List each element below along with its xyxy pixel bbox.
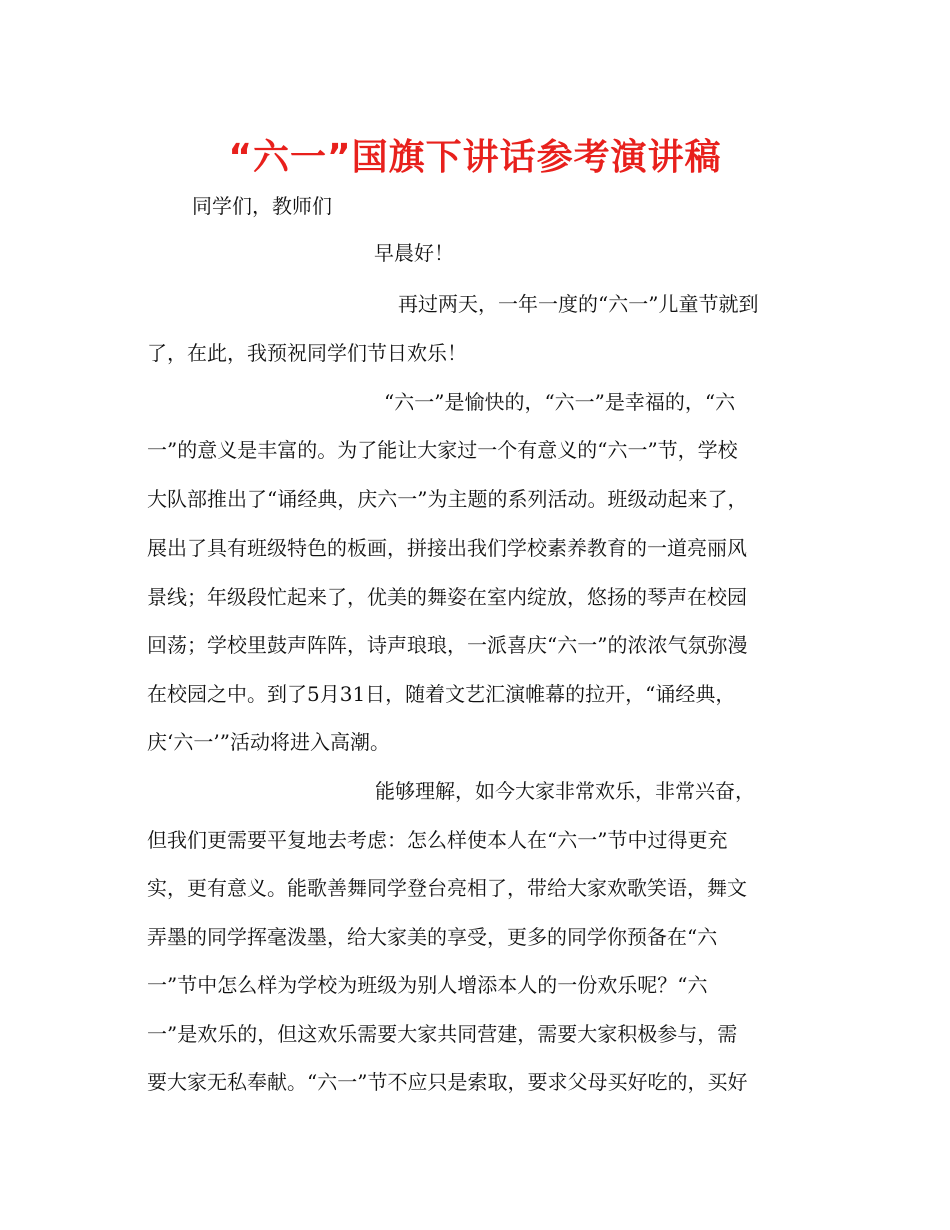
paragraph-3-line-4: 弄墨的同学挥毫泼墨，给大家美的享受，更多的同学你预备在“六 — [147, 925, 718, 949]
paragraph-2-line-8: 庆‘六一’”活动将进入高潮。 — [147, 730, 390, 754]
paragraph-3-line-3: 实，更有意义。能歌善舞同学登台亮相了，带给大家欢歌笑语，舞文 — [147, 876, 747, 900]
paragraph-3-line-2: 但我们更需要平复地去考虑：怎么样使本人在“六一”节中过得更充 — [147, 828, 728, 852]
paragraph-2-line-5: 景线；年级段忙起来了，优美的舞姿在室内绽放，悠扬的琴声在校园 — [147, 585, 747, 609]
greeting-line: 同学们，教师们 — [192, 194, 332, 218]
paragraph-1-line-1: 再过两天，一年一度的“六一”儿童节就到 — [398, 292, 759, 316]
paragraph-2-line-7: 在校园之中。到了5月31日，随着文艺汇演帷幕的拉开，“诵经典， — [147, 682, 736, 706]
paragraph-2-line-4: 展出了具有班级特色的板画，拼接出我们学校素养教育的一道亮丽风 — [147, 536, 747, 560]
paragraph-2-line-2: 一”的意义是丰富的。为了能让大家过一个有意义的“六一”节，学校 — [147, 438, 738, 462]
document-title: “六一”国旗下讲话参考演讲稿 — [228, 137, 722, 178]
paragraph-3-line-5: 一”节中怎么样为学校为班级为别人增添本人的一份欢乐呢？“六 — [147, 973, 708, 997]
paragraph-3-line-7: 要大家无私奉献。“六一”节不应只是索取，要求父母买好吃的，买好 — [147, 1070, 748, 1094]
paragraph-2-line-3: 大队部推出了“诵经典，庆六一”为主题的系列活动。班级动起来了， — [147, 487, 748, 511]
morning-greeting-line: 早晨好！ — [374, 241, 454, 265]
paragraph-3-line-6: 一”是欢乐的，但这欢乐需要大家共同营建，需要大家积极参与，需 — [147, 1022, 738, 1046]
paragraph-2-line-1: “六一”是愉快的，“六一”是幸福的，“六 — [384, 390, 736, 414]
paragraph-1-line-2: 了，在此，我预祝同学们节日欢乐！ — [147, 341, 467, 365]
paragraph-3-line-1: 能够理解，如今大家非常欢乐，非常兴奋， — [375, 779, 755, 803]
paragraph-2-line-6: 回荡；学校里鼓声阵阵，诗声琅琅，一派喜庆“六一”的浓浓气氛弥漫 — [147, 633, 748, 657]
